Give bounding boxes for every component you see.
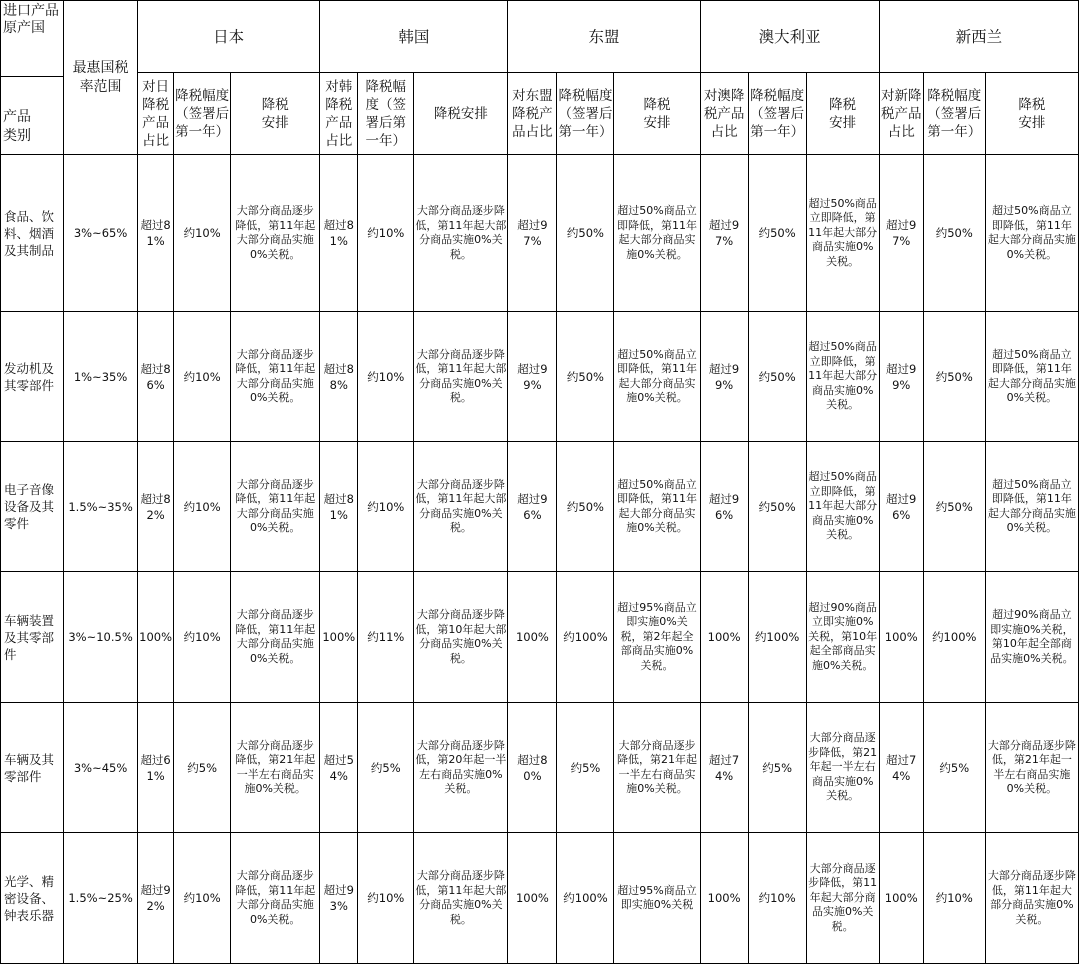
australia-arrangement-header: 降税安排	[806, 73, 879, 155]
asean-share-cell: 超过96%	[508, 442, 557, 572]
nz-arrangement-header: 降税安排	[985, 73, 1078, 155]
australia-share-cell: 100%	[700, 572, 748, 703]
korea-share-cell: 100%	[320, 572, 358, 703]
korea-share-cell: 超过93%	[320, 833, 358, 964]
asean-share-cell: 超过97%	[508, 155, 557, 312]
asean-share-header: 对东盟降税产品占比	[508, 73, 557, 155]
asean-arrangement-cell: 大部分商品逐步降低，第21年起一半左右商品实施0%关税。	[614, 703, 700, 833]
australia-arrangement-cell: 超过90%商品立即实施0%关税，第10年起全部商品实施0%关税。	[806, 572, 879, 703]
korea-arrangement-header: 降税安排	[414, 73, 508, 155]
table-row	[1, 155, 1079, 312]
mfn-rate-header: 最惠国税率范围	[64, 1, 138, 155]
australia-share-cell: 超过99%	[700, 312, 748, 442]
asean-cut-cell: 约50%	[557, 155, 614, 312]
australia-cut-cell: 约50%	[748, 442, 806, 572]
japan-share-cell: 超过81%	[138, 155, 174, 312]
japan-share-cell: 超过92%	[138, 833, 174, 964]
asean-cut-cell: 约50%	[557, 312, 614, 442]
japan-cut-cell: 约10%	[174, 833, 231, 964]
product-category-cell: 电子音像设备及其零件	[1, 442, 64, 572]
product-category-label: 产品类别	[3, 109, 31, 144]
japan-share-header: 对日降税产品占比	[138, 73, 174, 155]
nz-share-cell: 超过96%	[879, 442, 923, 572]
product-category-cell: 光学、精密设备、钟表乐器	[1, 833, 64, 964]
asean-share-cell: 100%	[508, 572, 557, 703]
japan-share-cell: 超过86%	[138, 312, 174, 442]
mfn-rate-cell: 3%~45%	[64, 703, 138, 833]
product-category-cell: 发动机及其零部件	[1, 312, 64, 442]
australia-cut-cell: 约50%	[748, 312, 806, 442]
nz-share-cell: 100%	[879, 572, 923, 703]
asean-share-cell: 超过80%	[508, 703, 557, 833]
asean-arrangement-cell: 超过50%商品立即降低，第11年起大部分商品实施0%关税。	[614, 155, 700, 312]
korea-share-header: 对韩降税产品占比	[320, 73, 358, 155]
australia-cut-cell: 约5%	[748, 703, 806, 833]
korea-cut-cell: 约10%	[358, 442, 414, 572]
australia-cut-cell: 约50%	[748, 155, 806, 312]
nz-share-cell: 100%	[879, 833, 923, 964]
australia-share-cell: 超过96%	[700, 442, 748, 572]
nz-share-cell: 超过97%	[879, 155, 923, 312]
asean-arrangement-cell: 超过50%商品立即降低，第11年起大部分商品实施0%关税。	[614, 312, 700, 442]
asean-cut-header: 降税幅度（签署后第一年）	[557, 73, 614, 155]
australia-arrangement-cell: 超过50%商品立即降低，第11年起大部分商品实施0%关税。	[806, 312, 879, 442]
nz-cut-header: 降税幅度（签署后第一年）	[923, 73, 985, 155]
asean-cut-cell: 约100%	[557, 572, 614, 703]
nz-arrangement-cell: 超过50%商品立即降低，第11年起大部分商品实施0%关税。	[985, 442, 1078, 572]
korea-arrangement-cell: 大部分商品逐步降低，第10年起大部分商品实施0%关税。	[414, 572, 508, 703]
asean-arrangement-cell: 超过95%商品立即实施0%关税，第2年起全部商品实施0%关税。	[614, 572, 700, 703]
japan-arrangement-cell: 大部分商品逐步降低，第11年起大部分商品实施0%关税。	[231, 312, 320, 442]
table-row	[1, 442, 1079, 572]
mfn-rate-cell: 1.5%~35%	[64, 442, 138, 572]
asean-share-cell: 100%	[508, 833, 557, 964]
country-header-asean: 东盟	[508, 1, 700, 73]
asean-share-cell: 超过99%	[508, 312, 557, 442]
country-header-japan: 日本	[138, 1, 320, 73]
australia-arrangement-cell: 超过50%商品立即降低，第11年起大部分商品实施0%关税。	[806, 442, 879, 572]
asean-arrangement-cell: 超过95%商品立即实施0%关税	[614, 833, 700, 964]
australia-share-cell: 超过74%	[700, 703, 748, 833]
korea-cut-header: 降税幅度（签署后第一年）	[358, 73, 414, 155]
nz-cut-cell: 约100%	[923, 572, 985, 703]
nz-share-header: 对新降税产品占比	[879, 73, 923, 155]
asean-cut-cell: 约5%	[557, 703, 614, 833]
australia-arrangement-cell: 大部分商品逐步降低，第21年起一半左右商品实施0%关税。	[806, 703, 879, 833]
japan-cut-cell: 约5%	[174, 703, 231, 833]
japan-cut-cell: 约10%	[174, 312, 231, 442]
japan-arrangement-cell: 大部分商品逐步降低，第11年起大部分商品实施0%关税。	[231, 833, 320, 964]
korea-share-cell: 超过88%	[320, 312, 358, 442]
nz-arrangement-cell: 超过50%商品立即降低，第11年起大部分商品实施0%关税。	[985, 155, 1078, 312]
nz-cut-cell: 约50%	[923, 442, 985, 572]
country-header-new-zealand: 新西兰	[879, 1, 1078, 73]
japan-cut-cell: 约10%	[174, 572, 231, 703]
asean-arrangement-header: 降税安排	[614, 73, 700, 155]
korea-arrangement-cell: 大部分商品逐步降低，第20年起一半左右商品实施0%关税。	[414, 703, 508, 833]
japan-cut-header: 降税幅度（签署后第一年）	[174, 73, 231, 155]
nz-share-cell: 超过99%	[879, 312, 923, 442]
japan-arrangement-cell: 大部分商品逐步降低，第11年起大部分商品实施0%关税。	[231, 572, 320, 703]
korea-arrangement-cell: 大部分商品逐步降低，第11年起大部分商品实施0%关税。	[414, 155, 508, 312]
korea-cut-cell: 约10%	[358, 155, 414, 312]
australia-cut-cell: 约10%	[748, 833, 806, 964]
nz-arrangement-cell: 超过50%商品立即降低，第11年起大部分商品实施0%关税。	[985, 312, 1078, 442]
korea-arrangement-cell: 大部分商品逐步降低，第11年起大部分商品实施0%关税。	[414, 833, 508, 964]
australia-share-header: 对澳降税产品占比	[700, 73, 748, 155]
korea-arrangement-cell: 大部分商品逐步降低，第11年起大部分商品实施0%关税。	[414, 312, 508, 442]
korea-arrangement-cell: 大部分商品逐步降低，第11年起大部分商品实施0%关税。	[414, 442, 508, 572]
japan-share-cell: 超过82%	[138, 442, 174, 572]
nz-arrangement-cell: 超过90%商品立即实施0%关税，第10年起全部商品实施0%关税。	[985, 572, 1078, 703]
product-category-cell: 车辆及其零部件	[1, 703, 64, 833]
korea-share-cell: 超过81%	[320, 442, 358, 572]
nz-arrangement-cell: 大部分商品逐步降低，第11年起大部分商品实施0%关税。	[985, 833, 1078, 964]
australia-arrangement-cell: 超过50%商品立即降低，第11年起大部分商品实施0%关税。	[806, 155, 879, 312]
korea-cut-cell: 约10%	[358, 833, 414, 964]
asean-cut-cell: 约100%	[557, 833, 614, 964]
korea-cut-cell: 约5%	[358, 703, 414, 833]
nz-share-cell: 超过74%	[879, 703, 923, 833]
product-category-cell: 车辆装置及其零部件	[1, 572, 64, 703]
table-row	[1, 833, 1079, 964]
mfn-rate-cell: 1.5%~25%	[64, 833, 138, 964]
nz-arrangement-cell: 大部分商品逐步降低，第21年起一半左右商品实施0%关税。	[985, 703, 1078, 833]
australia-arrangement-cell: 大部分商品逐步降低，第11年起大部分商品实施0%关税。	[806, 833, 879, 964]
japan-cut-cell: 约10%	[174, 442, 231, 572]
asean-cut-cell: 约50%	[557, 442, 614, 572]
table-row	[1, 703, 1079, 833]
japan-share-cell: 100%	[138, 572, 174, 703]
korea-cut-cell: 约11%	[358, 572, 414, 703]
korea-cut-cell: 约10%	[358, 312, 414, 442]
japan-arrangement-cell: 大部分商品逐步降低，第21年起一半左右商品实施0%关税。	[231, 703, 320, 833]
japan-arrangement-header: 降税安排	[231, 73, 320, 155]
australia-share-cell: 超过97%	[700, 155, 748, 312]
corner-header-cell	[1, 1, 64, 155]
origin-country-label: 进口产品原产国	[3, 3, 59, 36]
nz-cut-cell: 约50%	[923, 312, 985, 442]
nz-cut-cell: 约10%	[923, 833, 985, 964]
japan-arrangement-cell: 大部分商品逐步降低，第11年起大部分商品实施0%关税。	[231, 442, 320, 572]
australia-cut-header: 降税幅度（签署后第一年）	[748, 73, 806, 155]
korea-share-cell: 超过81%	[320, 155, 358, 312]
nz-cut-cell: 约5%	[923, 703, 985, 833]
japan-arrangement-cell: 大部分商品逐步降低，第11年起大部分商品实施0%关税。	[231, 155, 320, 312]
mfn-rate-cell: 1%~35%	[64, 312, 138, 442]
nz-cut-cell: 约50%	[923, 155, 985, 312]
japan-cut-cell: 约10%	[174, 155, 231, 312]
product-category-cell: 食品、饮料、烟酒及其制品	[1, 155, 64, 312]
mfn-rate-cell: 3%~10.5%	[64, 572, 138, 703]
asean-arrangement-cell: 超过50%商品立即降低，第11年起大部分商品实施0%关税。	[614, 442, 700, 572]
country-header-australia: 澳大利亚	[700, 1, 879, 73]
australia-cut-cell: 约100%	[748, 572, 806, 703]
table-row	[1, 312, 1079, 442]
mfn-rate-cell: 3%~65%	[64, 155, 138, 312]
korea-share-cell: 超过54%	[320, 703, 358, 833]
japan-share-cell: 超过61%	[138, 703, 174, 833]
country-header-korea: 韩国	[320, 1, 508, 73]
table-row	[1, 572, 1079, 703]
australia-share-cell: 100%	[700, 833, 748, 964]
